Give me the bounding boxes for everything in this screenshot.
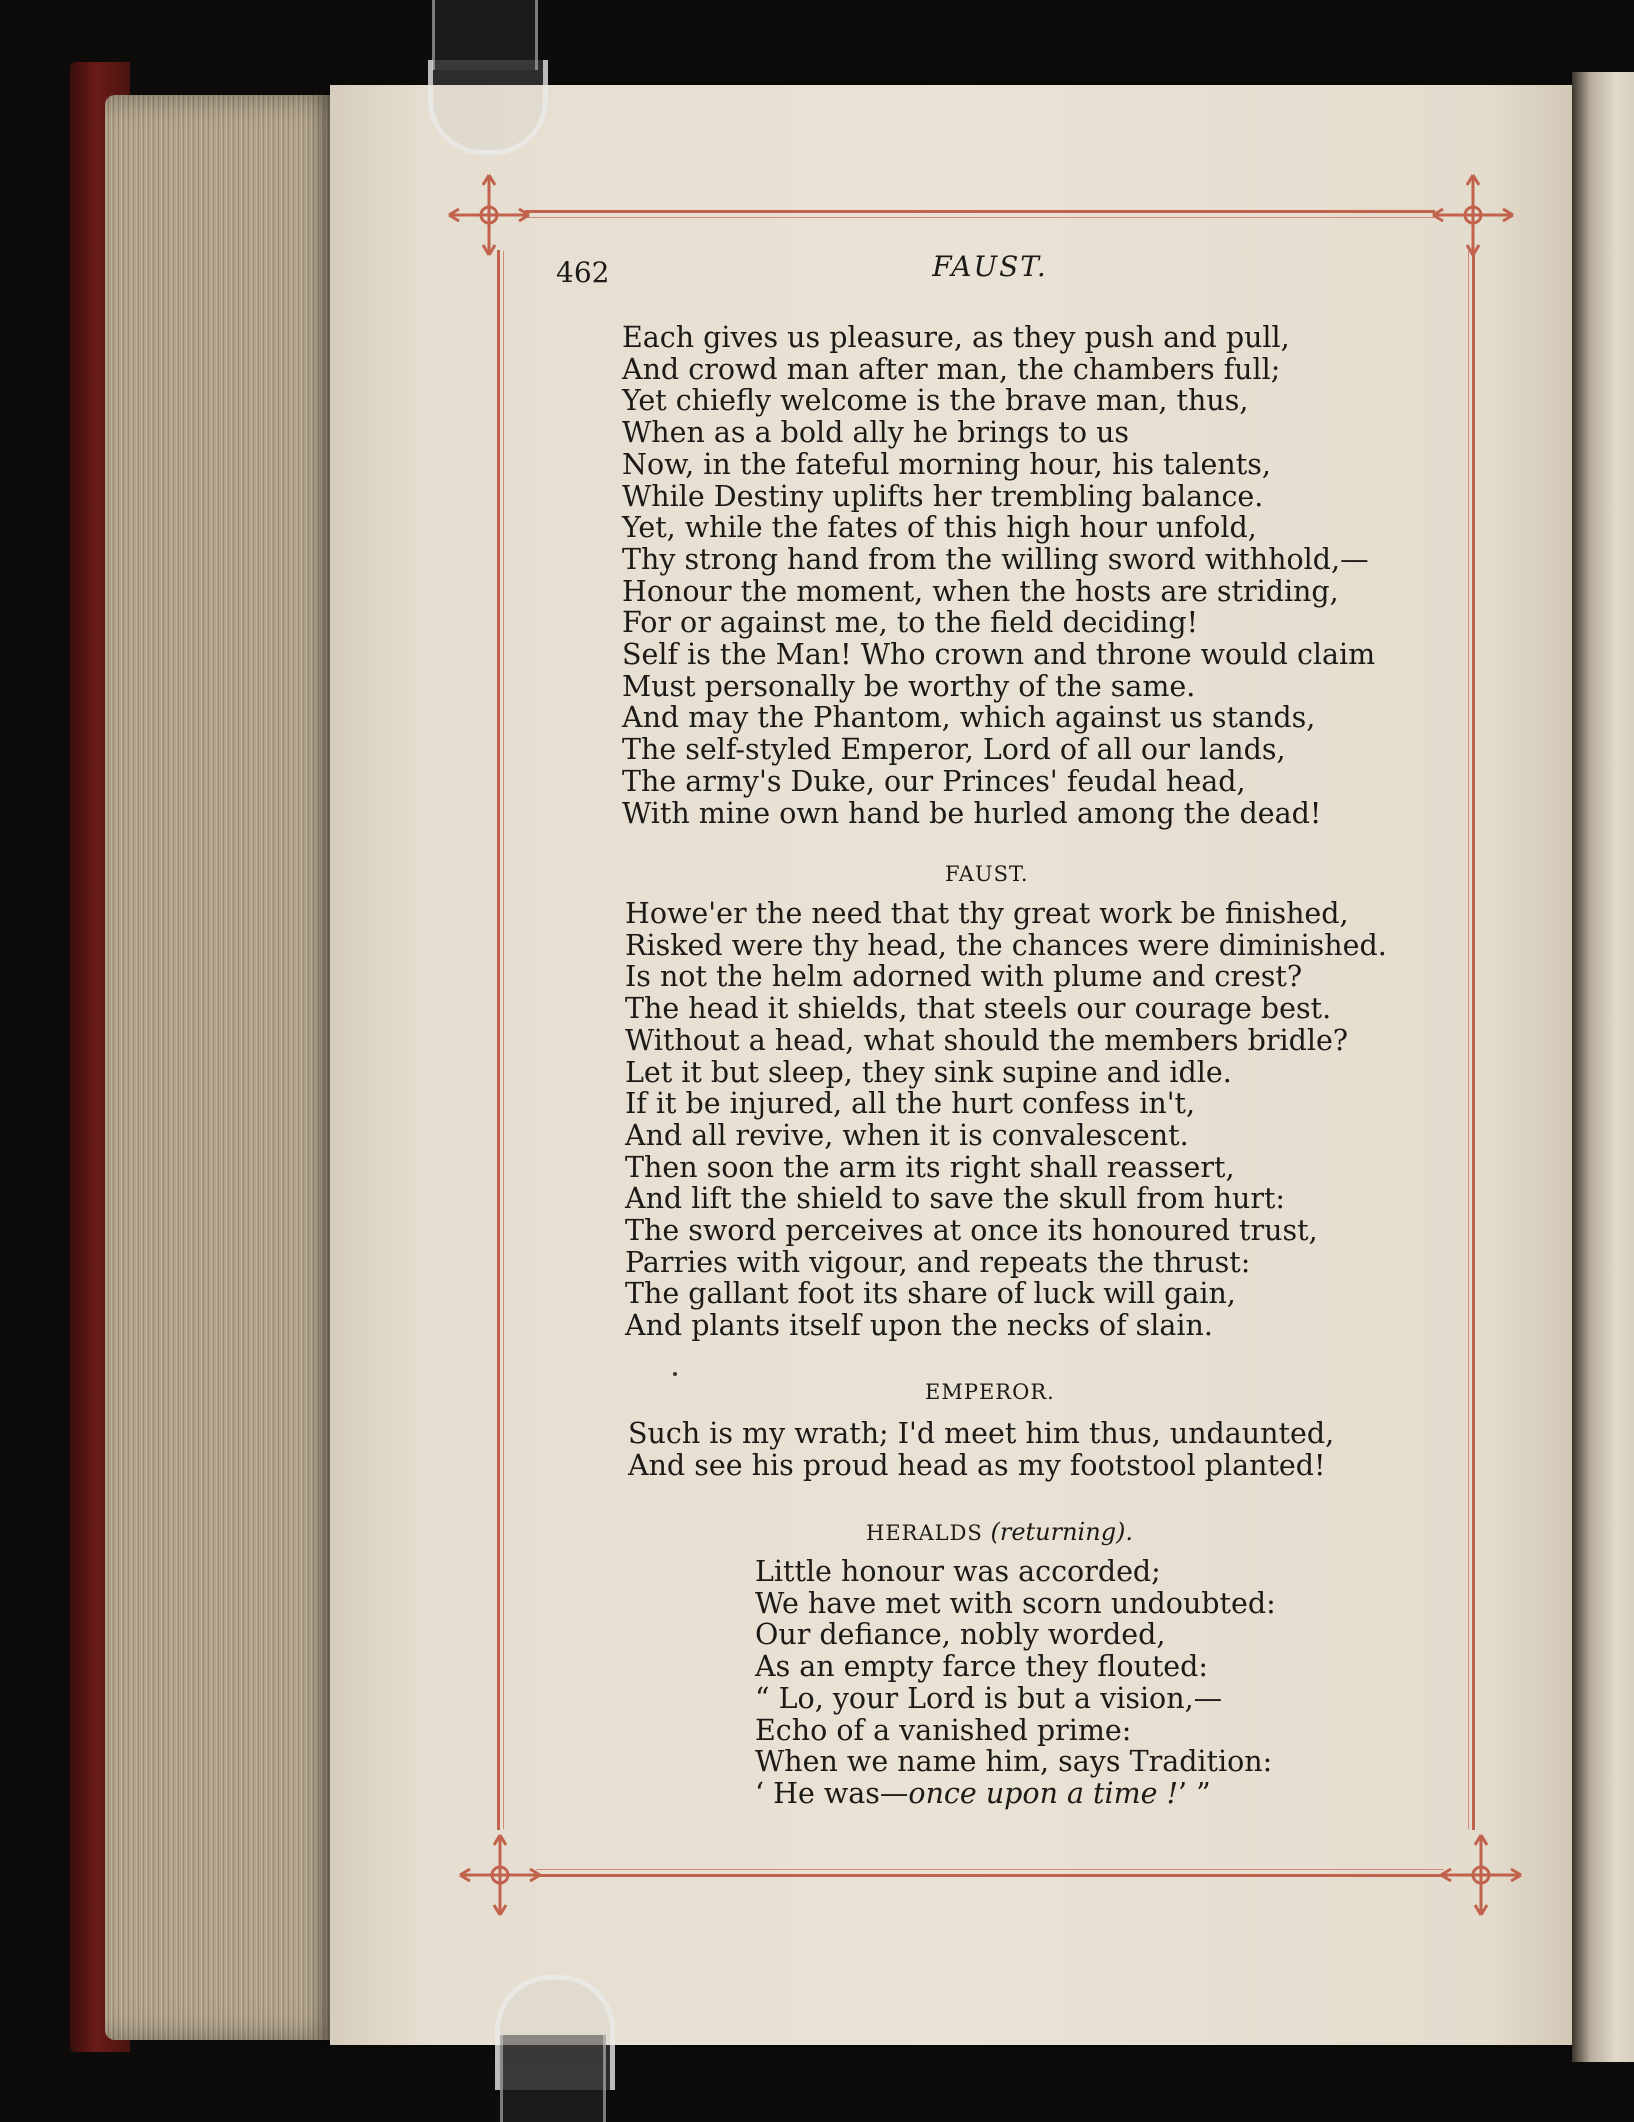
verse-line: “ Lo, your Lord is but a vision,— — [755, 1681, 1223, 1715]
verse-heralds — [755, 1556, 1276, 1810]
verse-line: And crowd man after man, the chambers full; — [622, 352, 1281, 386]
verse-line: Risked were thy head, the chances were diminished. — [625, 928, 1387, 962]
verse-line: Parries with vigour, and repeats the thrust: — [625, 1245, 1251, 1279]
verse-line: When we name him, says Tradition: — [755, 1745, 1273, 1779]
verse-line: Yet, while the fates of this high hour unfold, — [622, 511, 1257, 545]
verse-line: The army's Duke, our Princes' feudal head, — [622, 764, 1246, 798]
verse-line: While Destiny uplifts her trembling balance. — [622, 479, 1264, 513]
verse-line: Our defiance, nobly worded, — [755, 1618, 1166, 1652]
verse-line: Is not the helm adorned with plume and crest? — [625, 960, 1303, 994]
verse-line: Little honour was accorded; — [755, 1555, 1161, 1588]
verse-line: The sword perceives at once its honoured trust, — [625, 1214, 1318, 1248]
verse-line: Such is my wrath; I'd meet him thus, undaunted, — [628, 1417, 1335, 1450]
verse-emperor — [628, 1418, 1334, 1481]
ink-speck — [673, 1372, 677, 1376]
speaker-heralds-name: HERALDS — [866, 1521, 983, 1545]
verse-line: Thy strong hand from the willing sword withhold,— — [622, 542, 1369, 576]
last-line-italic: once upon a time ! — [908, 1776, 1179, 1810]
verse-line: And plants itself upon the necks of slain. — [625, 1309, 1213, 1343]
verse-line: We have met with scorn undoubted: — [755, 1586, 1276, 1620]
verse-line: The self-styled Emperor, Lord of all our lands, — [622, 733, 1286, 767]
speaker-faust: FAUST. — [945, 862, 1029, 886]
verse-continuation — [622, 322, 1375, 829]
verse-line: And may the Phantom, which against us stands, — [622, 701, 1316, 735]
verse-line: If it be injured, all the hurt confess in't, — [625, 1087, 1196, 1121]
verse-line: Honour the moment, when the hosts are striding, — [622, 574, 1339, 608]
verse-line: Yet chiefly welcome is the brave man, thus, — [622, 384, 1249, 418]
verse-line: Now, in the fateful morning hour, his talents, — [622, 447, 1271, 481]
verse-line: When as a bold ally he brings to us — [622, 416, 1130, 450]
verse-line: Self is the Man! Who crown and throne would claim — [622, 638, 1376, 672]
last-line-suffix: ’ ” — [1178, 1776, 1211, 1810]
stage-direction: (returning). — [990, 1518, 1134, 1546]
speaker-emperor: EMPEROR. — [925, 1380, 1055, 1404]
verse-line: With mine own hand be hurled among the dead! — [622, 796, 1322, 830]
verse-faust — [625, 898, 1387, 1342]
verse-line: Each gives us pleasure, as they push and pull, — [622, 321, 1290, 354]
speaker-heralds — [866, 1518, 1133, 1546]
last-line-prefix: ‘ He was— — [755, 1776, 909, 1810]
verse-line-last — [755, 1778, 1276, 1810]
verse-line: The gallant foot its share of luck will gain, — [625, 1277, 1236, 1311]
verse-line: Without a head, what should the members bridle? — [625, 1023, 1349, 1057]
verse-line: Must personally be worthy of the same. — [622, 669, 1196, 703]
verse-line: Howe'er the need that thy great work be finished, — [625, 897, 1349, 930]
running-head: FAUST. — [932, 250, 1048, 283]
verse-line: And see his proud head as my footstool planted! — [628, 1448, 1326, 1482]
verse-line: And lift the shield to save the skull from hurt: — [625, 1182, 1286, 1216]
page-number: 462 — [556, 256, 610, 289]
verse-line: Echo of a vanished prime: — [755, 1713, 1132, 1747]
verse-line: For or against me, to the field deciding! — [622, 606, 1199, 640]
verse-line: And all revive, when it is convalescent. — [625, 1118, 1189, 1152]
verse-line: The head it shields, that steels our courage best. — [625, 992, 1332, 1026]
verse-line: Let it but sleep, they sink supine and idle. — [625, 1055, 1232, 1089]
verse-line: Then soon the arm its right shall reassert, — [625, 1150, 1235, 1184]
verse-line: As an empty farce they flouted: — [755, 1650, 1208, 1684]
